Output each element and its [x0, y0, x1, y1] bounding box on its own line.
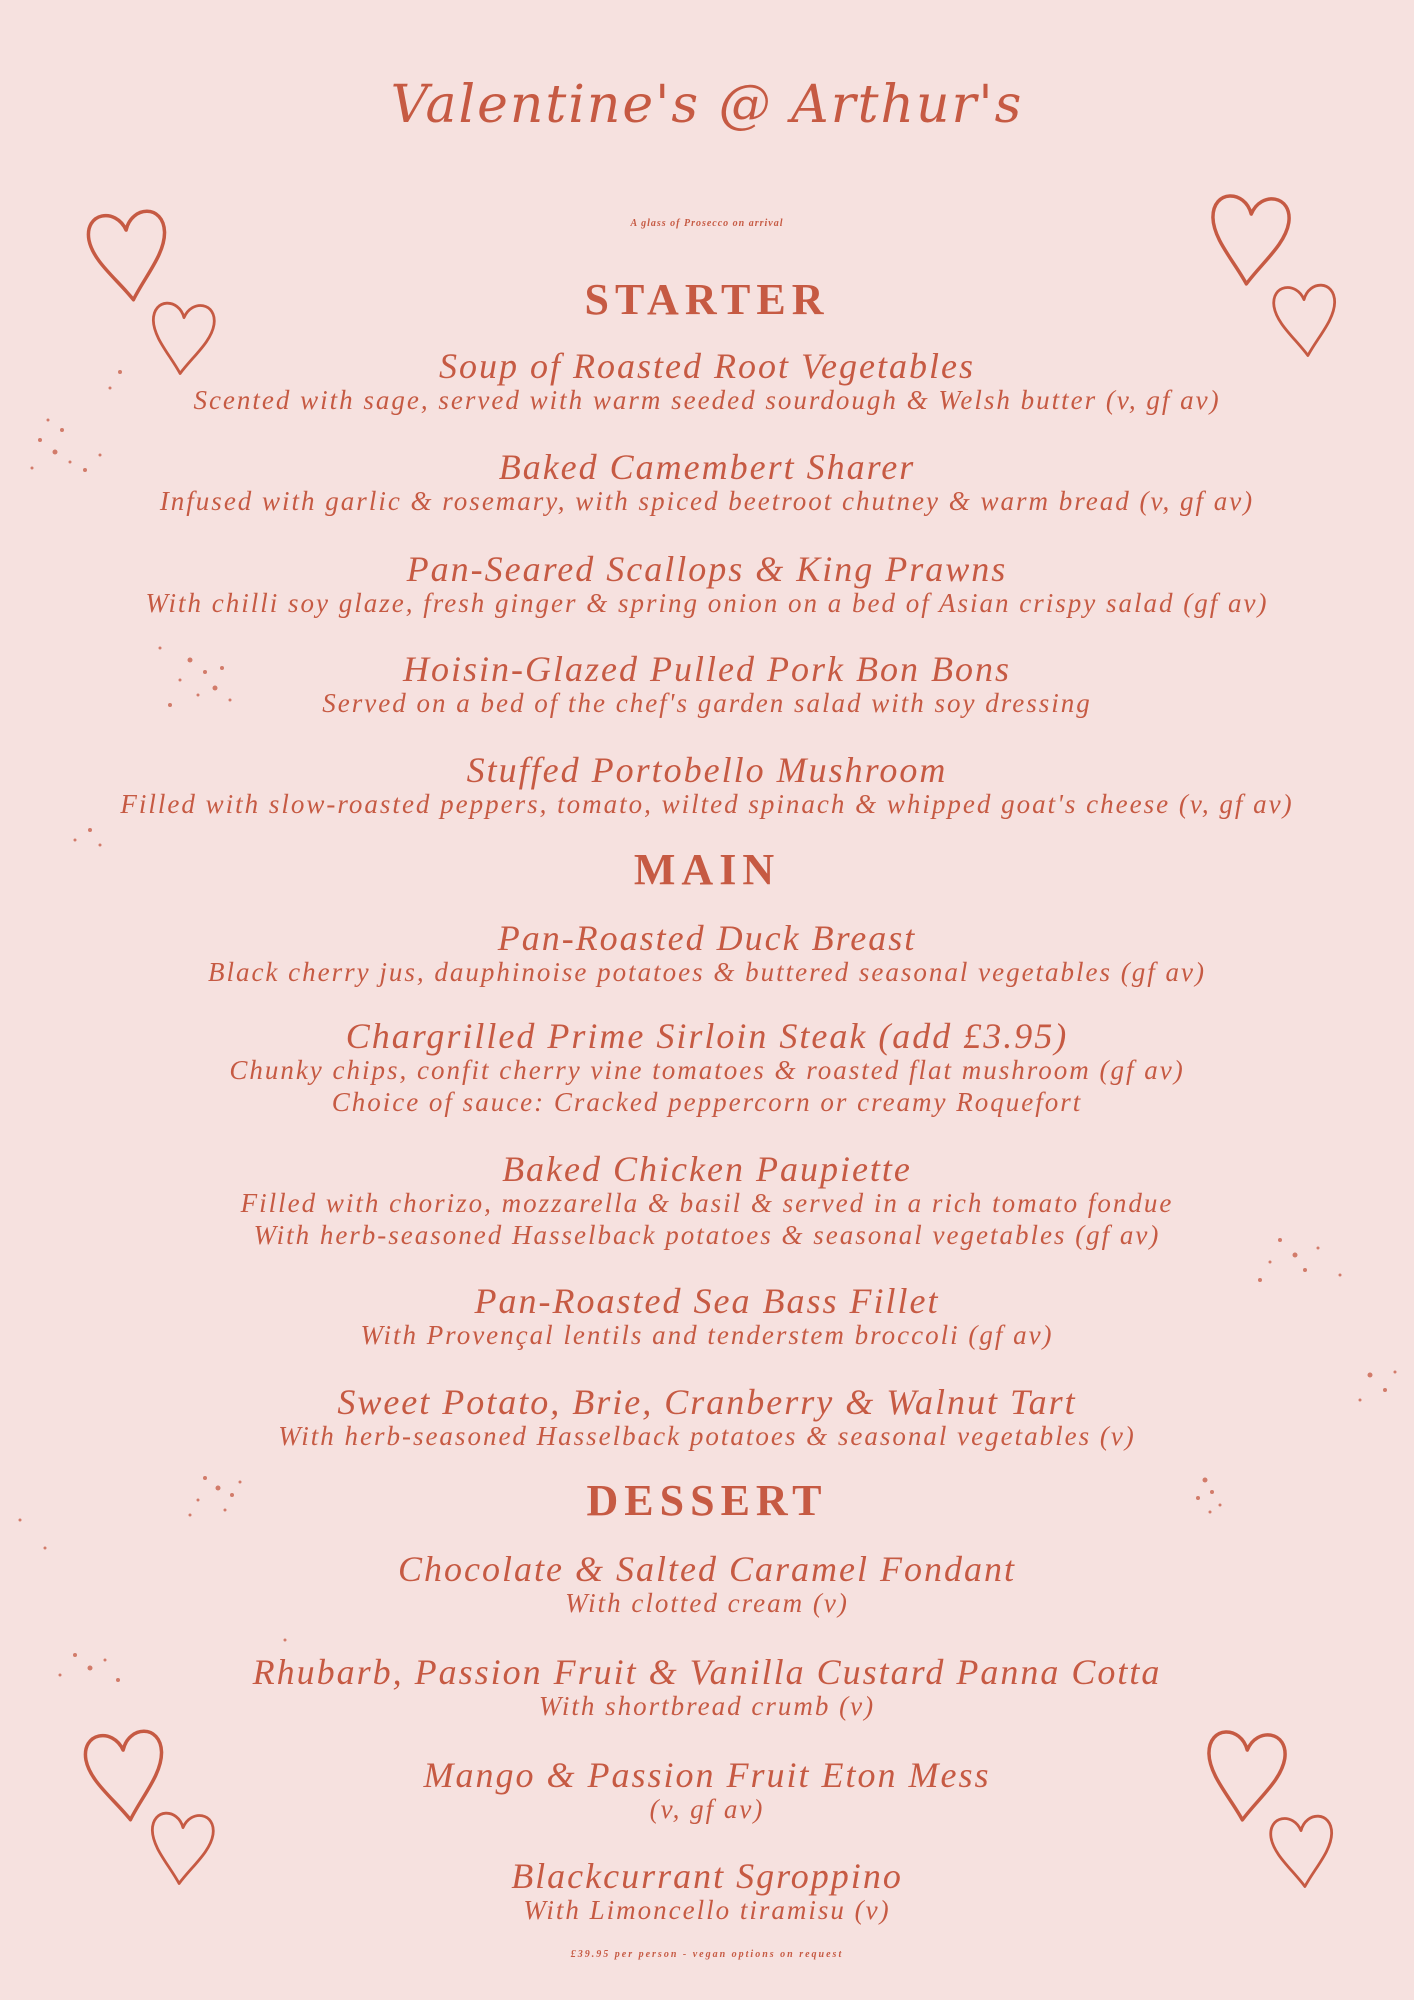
- menu-item: [0, 1283, 1414, 1351]
- menu-item: [0, 651, 1414, 719]
- item-name: Chocolate & Salted Caramel Fondant: [398, 1549, 1016, 1589]
- menu-item: [0, 551, 1414, 619]
- section-title-main: MAIN: [633, 845, 781, 894]
- item-name: Soup of Roasted Root Vegetables: [439, 346, 975, 386]
- item-description: Served on a bed of the chef's garden salad with soy dressing: [322, 688, 1092, 718]
- item-description: (v, gf av): [649, 1794, 765, 1824]
- item-name: Baked Chicken Paupiette: [502, 1149, 912, 1189]
- menu-item: [0, 1384, 1414, 1452]
- item-description: With herb-seasoned Hasselback potatoes & seasonal vegetables (gf av): [253, 1220, 1161, 1250]
- item-description: With herb-seasoned Hasselback potatoes & seasonal vegetables (v): [278, 1421, 1136, 1451]
- item-name: Stuffed Portobello Mushroom: [466, 750, 948, 790]
- item-name: Chargrilled Prime Sirloin Steak (add £3.95): [345, 1016, 1069, 1056]
- menu-item: [0, 1018, 1414, 1118]
- item-name: Hoisin-Glazed Pulled Pork Bon Bons: [403, 649, 1011, 689]
- menu-title: Valentine's @ Arthur's: [390, 75, 1024, 135]
- item-description: Scented with sage, served with warm seeded sourdough & Welsh butter (v, gf av): [193, 385, 1221, 415]
- item-name: Pan-Roasted Sea Bass Fillet: [474, 1281, 940, 1321]
- menu-item: [0, 348, 1414, 416]
- item-description: Choice of sauce: Cracked peppercorn or creamy Roquefort: [331, 1087, 1083, 1117]
- section-title-dessert: DESSERT: [586, 1476, 828, 1525]
- item-description: With Limoncello tiramisu (v): [523, 1895, 891, 1925]
- item-name: Pan-Seared Scallops & King Prawns: [406, 549, 1008, 589]
- item-name: Baked Camembert Sharer: [498, 447, 916, 487]
- price-footer: £39.95 per person - vegan options on request: [570, 1949, 844, 1960]
- item-name: Rhubarb, Passion Fruit & Vanilla Custard Panna Cotta: [252, 1652, 1162, 1692]
- item-description: With chilli soy glaze, fresh ginger & spring onion on a bed of Asian crispy salad (gf av): [145, 588, 1269, 618]
- item-description: With clotted cream (v): [565, 1588, 849, 1618]
- item-name: Blackcurrant Sgroppino: [511, 1856, 903, 1896]
- menu-item: [0, 1551, 1414, 1619]
- menu-item: [0, 752, 1414, 820]
- item-description: Chunky chips, confit cherry vine tomatoes & roasted flat mushroom (gf av): [229, 1055, 1185, 1085]
- item-description: Filled with chorizo, mozzarella & basil & served in a rich tomato fondue: [240, 1188, 1174, 1218]
- item-description: Infused with garlic & rosemary, with spiced beetroot chutney & warm bread (v, gf av): [159, 486, 1255, 516]
- item-name: Pan-Roasted Duck Breast: [497, 918, 917, 958]
- menu-item: [0, 1151, 1414, 1251]
- menu-item: [0, 920, 1414, 988]
- item-description: Filled with slow-roasted peppers, tomato, wilted spinach & whipped goat's cheese (v, gf av): [120, 789, 1294, 819]
- menu-item: [0, 1757, 1414, 1825]
- item-description: With shortbread crumb (v): [538, 1691, 876, 1721]
- menu-item: [0, 1858, 1414, 1926]
- menu-item: [0, 449, 1414, 517]
- item-description: With Provençal lentils and tenderstem broccoli (gf av): [360, 1320, 1054, 1350]
- menu-subtitle: A glass of Prosecco on arrival: [630, 218, 784, 229]
- item-name: Mango & Passion Fruit Eton Mess: [423, 1755, 991, 1795]
- menu-item: [0, 1654, 1414, 1722]
- item-name: Sweet Potato, Brie, Cranberry & Walnut Tart: [337, 1382, 1077, 1422]
- section-title-starter: STARTER: [584, 275, 830, 324]
- item-description: Black cherry jus, dauphinoise potatoes & buttered seasonal vegetables (gf av): [207, 957, 1207, 987]
